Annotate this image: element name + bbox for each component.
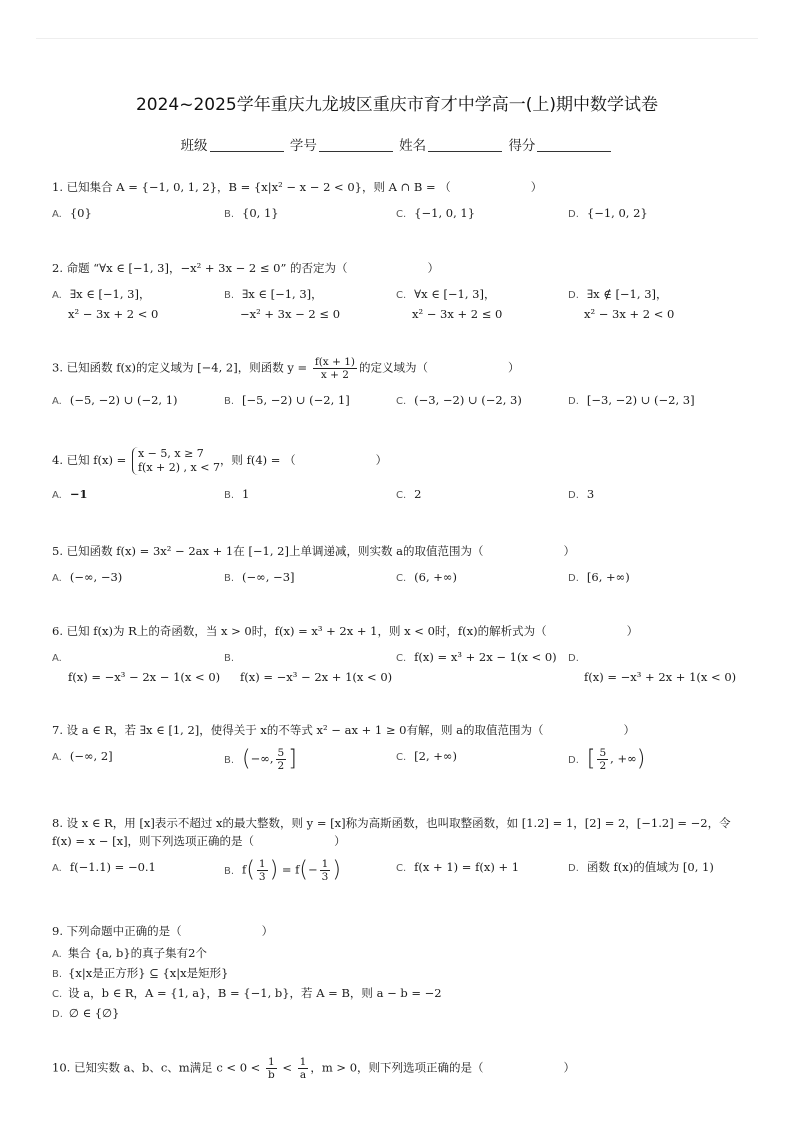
question-stem: 1. 已知集合 A = {−1, 0, 1, 2}，B = {x|x² − x − 2 < 0}，则 A ∩ B = （ ） <box>52 180 543 194</box>
option-c[interactable]: C. ∀x ∈ [−1, 3]， x² − 3x + 2 ≤ 0 <box>396 287 503 321</box>
question-stem: 4. 已知 f(x) = x − 5, x ≥ 7 f(x + 2) , x < 7 ，则 f(4) = （ ） <box>52 447 388 474</box>
question-stem: 7. 设 a ∈ R，若 ∃x ∈ [1, 2]，使得关于 x的不等式 x² − ax + 1 ≥ 0有解，则 a的取值范围为（ ） <box>52 723 635 737</box>
option-b[interactable]: B. (−∞, −3] <box>224 570 295 584</box>
option-c[interactable]: C. [2, +∞) <box>396 749 457 763</box>
option-b[interactable]: B. [−5, −2) ∪ (−2, 1] <box>224 393 350 407</box>
option-c[interactable]: C. (−3, −2) ∪ (−2, 3) <box>396 393 522 407</box>
option-d[interactable]: D. [−3, −2) ∪ (−2, 3] <box>568 393 695 407</box>
option-b[interactable]: B. f( $\frac{1}{3}$ ) = f(− $\frac{1}{3}$ ) <box>224 857 341 883</box>
question-9 <box>52 922 752 1024</box>
question-5 <box>52 542 752 588</box>
option-d[interactable]: D. [6, +∞) <box>568 570 630 584</box>
page-title: 2024~2025学年重庆九龙坡区重庆市育才中学高一(上)期中数学试卷 <box>135 95 659 115</box>
option-d[interactable]: D. ∅ ∈ {∅} <box>52 1006 120 1020</box>
option-c[interactable]: C. 2 <box>396 487 422 501</box>
option-a[interactable]: A. {0} <box>52 206 92 220</box>
option-a[interactable]: A. −1 <box>52 487 88 501</box>
piecewise-brace: x − 5, x ≥ 7 f(x + 2) , x < 7 <box>132 447 220 475</box>
option-d[interactable]: D. [ $\frac{5}{2}$ , +∞) <box>568 746 646 772</box>
option-a[interactable]: A. f(−1.1) = −0.1 <box>52 860 156 874</box>
question-stem: 5. 已知函数 f(x) = 3x² − 2ax + 1在 [−1, 2]上单调递减，则实数 a的取值范围为（ ） <box>52 544 575 558</box>
option-c[interactable]: C. 设 a，b ∈ R，A = {1, a}，B = {−1, b}，若 A = B，则 a − b = −2 <box>52 986 442 1000</box>
option-a[interactable]: A. (−∞, −3) <box>52 570 123 584</box>
question-1 <box>52 178 752 224</box>
option-d[interactable]: D. ∃x ∉ [−1, 3]， x² − 3x + 2 < 0 <box>568 287 675 321</box>
option-c[interactable]: C. f(x) = x³ + 2x − 1(x < 0) <box>396 650 557 664</box>
name-label: 姓名 <box>399 138 427 154</box>
option-a[interactable]: A. 集合 {a, b}的真子集有2个 <box>52 946 207 960</box>
option-c[interactable]: C. (6, +∞) <box>396 570 457 584</box>
fraction: $\frac{f(x + 1)}{x + 2}$ <box>314 356 355 381</box>
option-b[interactable]: B. 1 <box>224 487 250 501</box>
question-4 <box>52 447 752 505</box>
option-a[interactable]: A. f(x) = −x³ − 2x − 1(x < 0) <box>52 653 221 684</box>
option-b[interactable]: B. {x|x是正方形} ⊆ {x|x是矩形} <box>52 966 229 980</box>
option-b[interactable]: B. ∃x ∈ [−1, 3]， −x² + 3x − 2 ≤ 0 <box>224 287 341 321</box>
id-blank[interactable] <box>319 138 393 152</box>
option-b[interactable]: B. f(x) = −x³ − 2x + 1(x < 0) <box>224 653 393 684</box>
option-d[interactable]: D. 函数 f(x)的值域为 [0, 1) <box>568 860 714 874</box>
question-stem: 8. 设 x ∈ R，用 [x]表示不超过 x的最大整数，则 y = [x]称为高斯函数，也叫取整函数，如 [1.2] = 1，[2] = 2，[−1.2] = −2，令 f(x) = x − [x]，则下列选项正确的是（ ） <box>52 816 731 848</box>
option-a[interactable]: A. ∃x ∈ [−1, 3]， x² − 3x + 2 < 0 <box>52 287 159 321</box>
score-blank[interactable] <box>537 138 611 152</box>
question-2 <box>52 259 752 325</box>
question-8 <box>52 814 752 892</box>
student-info-line <box>0 134 794 154</box>
option-c[interactable]: C. f(x + 1) = f(x) + 1 <box>396 860 520 874</box>
option-a[interactable]: A. (−∞, 2] <box>52 749 113 763</box>
option-d[interactable]: D. f(x) = −x³ + 2x + 1(x < 0) <box>568 653 737 684</box>
option-c[interactable]: C. {−1, 0, 1} <box>396 206 476 220</box>
question-stem: 9. 下列命题中正确的是（ ） <box>52 924 274 938</box>
page-top-rule <box>36 38 758 39</box>
name-blank[interactable] <box>428 138 502 152</box>
option-b[interactable]: B. {0, 1} <box>224 206 279 220</box>
option-b[interactable]: B. (−∞, $\frac{5}{2}$ ] <box>224 746 297 772</box>
question-10 <box>52 1056 752 1081</box>
option-a[interactable]: A. (−5, −2) ∪ (−2, 1) <box>52 393 178 407</box>
question-3 <box>52 356 752 411</box>
class-label: 班级 <box>180 138 208 154</box>
question-stem: 6. 已知 f(x)为 R上的奇函数，当 x > 0时，f(x) = x³ + 2x + 1，则 x < 0时，f(x)的解析式为（ ） <box>52 624 639 638</box>
question-stem: 10. 已知实数 a、b、c、m满足 c < 0 < $\frac{1}{b}$ < $\frac{1}{a}$ ，m > 0，则下列选项正确的是（ ） <box>52 1056 576 1081</box>
id-label: 学号 <box>289 138 317 154</box>
option-d[interactable]: D. {−1, 0, 2} <box>568 206 648 220</box>
question-stem: 2. 命题 “∀x ∈ [−1, 3]，−x² + 3x − 2 ≤ 0” 的否定为（ ） <box>52 261 440 275</box>
class-blank[interactable] <box>210 138 284 152</box>
question-6 <box>52 622 752 688</box>
question-stem: 3. 已知函数 f(x)的定义域为 [−4, 2]，则函数 y = $\frac{f(x + 1)}{x + 2}$ 的定义域为（ ） <box>52 356 520 381</box>
question-7 <box>52 721 752 781</box>
score-label: 得分 <box>508 138 536 154</box>
option-d[interactable]: D. 3 <box>568 487 595 501</box>
